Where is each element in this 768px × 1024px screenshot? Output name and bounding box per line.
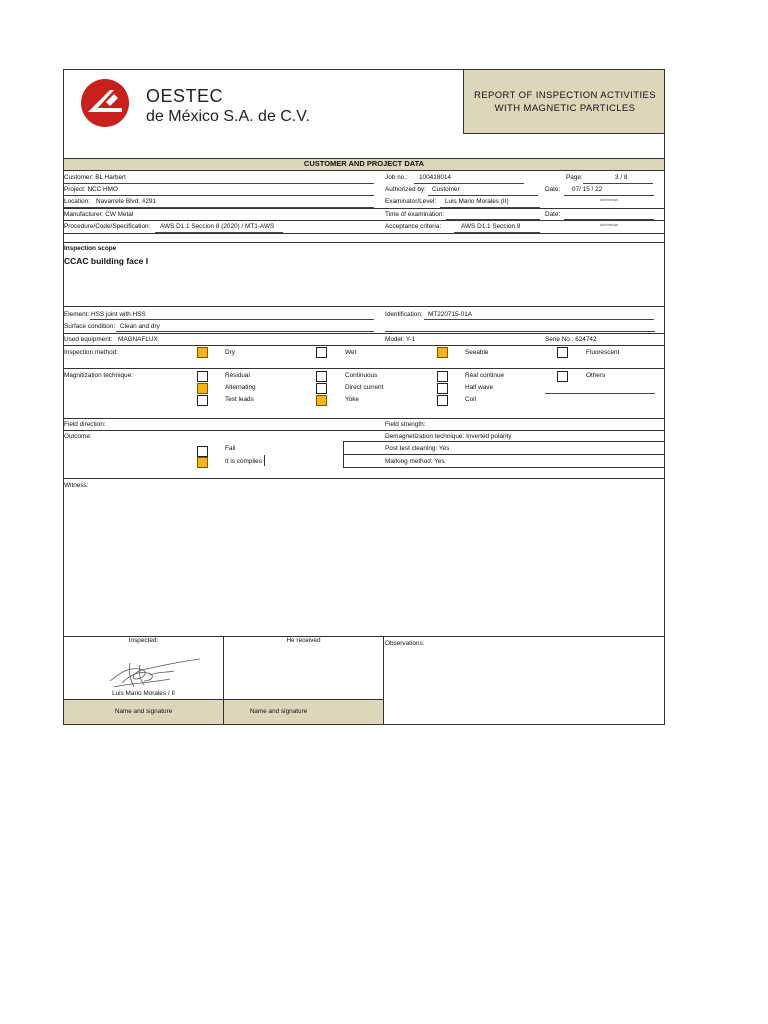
magnetization-label: Magnitization technique: [64,372,133,379]
identification-value: MT220715-01A [428,311,473,318]
observations-label: Observations: [385,640,425,647]
signature-image [100,653,204,693]
model-value: Model: Y-1 [385,336,416,343]
checkbox-alternating[interactable] [197,383,208,394]
checkbox-dry[interactable] [197,347,208,358]
company-name-line1: OESTEC [146,86,224,106]
checkbox-fail[interactable] [197,446,208,457]
surface-value: Clean and dry [120,323,160,330]
examiner-value: Luis Mario Morales (II) [445,198,509,205]
demag-technique: Demagnetization technique: Inverted polarity [385,433,512,440]
name-signature-1: Name and signature [114,708,173,715]
location-value: Navarrete Blvd. #291 [96,198,157,205]
equipment-value: MAGNAFLUX [118,336,158,343]
post-test-cleaning: Post test cleaning: Yes [385,445,450,452]
checkbox-wet[interactable] [316,347,327,358]
witness-label: Witness: [64,482,89,489]
element-value: HSS joint with HSS [91,311,146,318]
checkbox-complies[interactable] [197,457,208,468]
customer-field: Customer: BL Harbert [64,174,126,181]
date-value: 07/ 15 / 22 [572,186,603,193]
procedure-value: AWS D1.1 Seccion 8 (2020) / MT1-AWS [160,223,275,230]
received-label: He received [286,637,321,644]
field-strength: Field strength: [385,421,426,428]
field-direction: Field direction: [64,421,106,428]
page-number: 3 / 8 [615,174,628,181]
checkbox-direct-current[interactable] [316,383,327,394]
section-title: CUSTOMER AND PROJECT DATA [303,159,425,168]
report-title: REPORT OF INSPECTION ACTIVITIES WITH MAGNETIC PARTICLES [473,90,657,114]
checkbox-seeable[interactable] [437,347,448,358]
company-logo-icon [80,78,130,128]
job-number: 100418014 [419,174,451,181]
inspected-label: Inspected: [128,637,159,644]
marking-method: Marking method: Yes [385,458,445,465]
scope-value: CCAC building face I [64,256,149,266]
manufacturer-field: Manufacturer: CW Metal [64,211,134,218]
inspector-name: Luis Mario Morales / II [112,690,175,697]
authorized-by: Customer [432,186,460,193]
company-name-line2: de México S.A. de C.V. [146,108,310,125]
serie-value: Serie No.: 624742 [545,336,597,343]
checkbox-yoke[interactable] [316,395,327,406]
method-label: Inspection method: [64,349,118,356]
project-field: Project: NCC HMO [64,186,118,193]
scope-label: Inspection scope [64,245,117,252]
checkbox-others[interactable] [557,371,568,382]
checkbox-continuous[interactable] [316,371,327,382]
checkbox-residual[interactable] [197,371,208,382]
checkbox-test-leads[interactable] [197,395,208,406]
name-signature-2: Name and signature [249,708,308,715]
checkbox-real-continue[interactable] [437,371,448,382]
acceptance-value: AWS D1.1 Seccion 8 [461,223,521,230]
checkbox-coil[interactable] [437,395,448,406]
checkbox-fluorescent[interactable] [557,347,568,358]
outcome-label: Outcome: [64,433,92,440]
checkbox-half-wave[interactable] [437,383,448,394]
